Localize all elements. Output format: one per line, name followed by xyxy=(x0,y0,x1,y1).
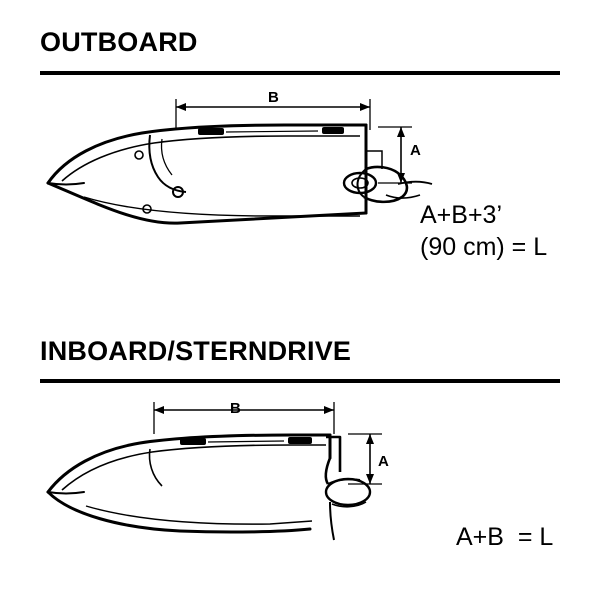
divider-inboard xyxy=(40,379,560,383)
formula-outboard-line2: (90 cm) = L xyxy=(420,233,548,261)
boat-deck-lines xyxy=(62,445,326,524)
outboard-engine xyxy=(344,167,432,202)
label-b-outboard: B xyxy=(268,89,279,106)
formula-outboard-line1: A+B+3’ xyxy=(420,201,503,229)
outboard-diagram xyxy=(30,85,450,255)
boat-drive-shaft-line xyxy=(330,502,334,540)
divider-outboard xyxy=(40,71,560,75)
section-title-outboard: OUTBOARD xyxy=(40,27,198,57)
dimension-line-a xyxy=(378,127,412,183)
label-a-outboard: A xyxy=(410,142,421,159)
sterndrive-unit xyxy=(326,437,370,507)
section-title-inboard-sterndrive: INBOARD/STERNDRIVE xyxy=(40,336,352,366)
inboard-sterndrive-diagram xyxy=(30,392,450,562)
boat-console-details xyxy=(180,437,312,445)
dimension-line-a xyxy=(348,434,382,484)
formula-inboard-line1: A+B = L xyxy=(456,523,554,551)
label-a-inboard: A xyxy=(378,453,389,470)
label-b-inboard: B xyxy=(230,400,241,417)
boat-hull-outline xyxy=(48,125,366,223)
boat-deck-lines xyxy=(62,135,360,216)
boat-fittings xyxy=(135,151,183,213)
boat-console-details xyxy=(198,127,344,135)
dimension-line-b xyxy=(154,402,334,434)
boat-hull-outline xyxy=(48,435,330,532)
